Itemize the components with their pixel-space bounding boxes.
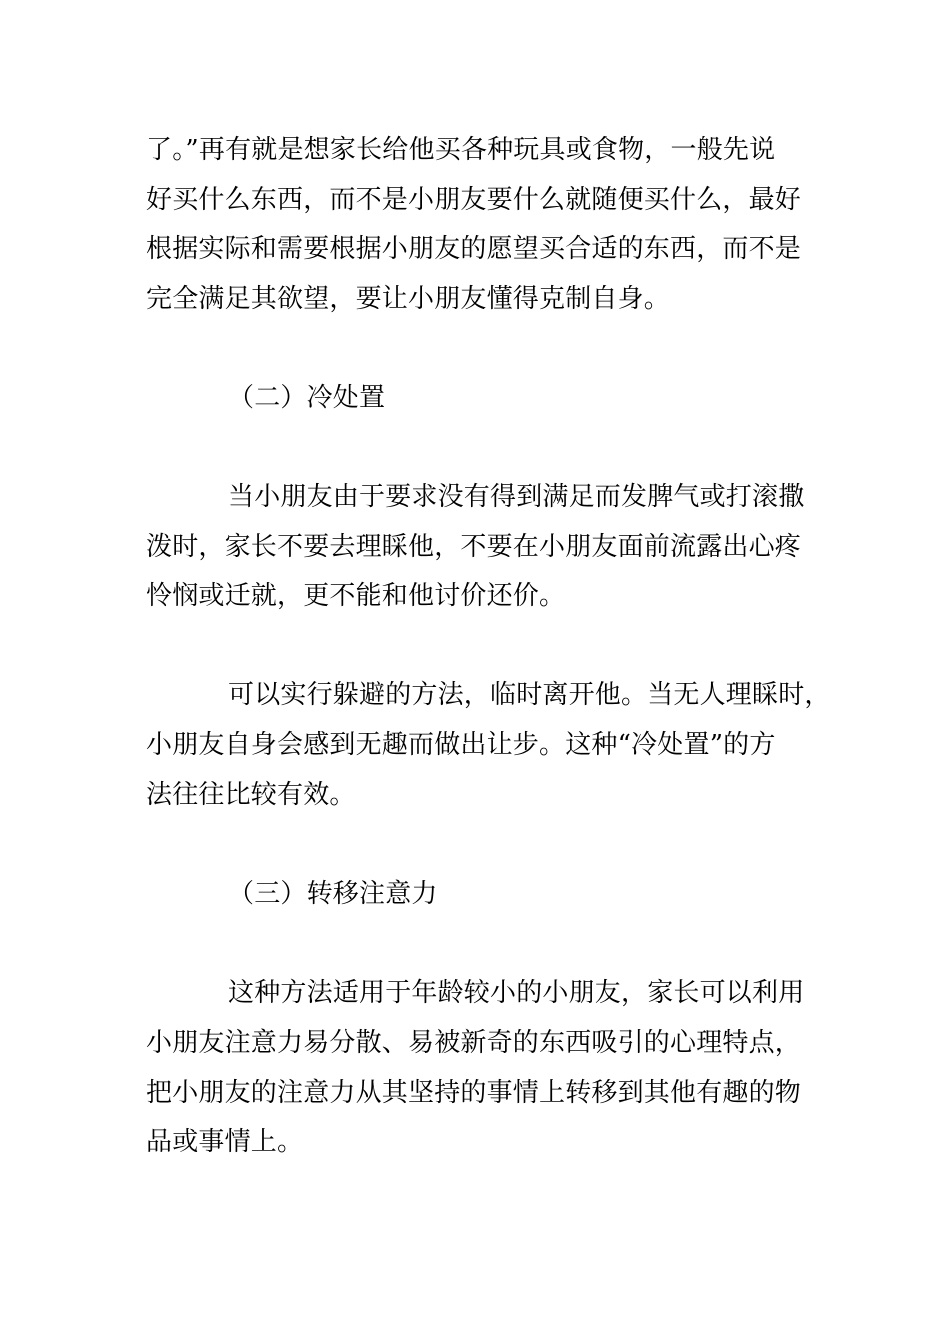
text-line: 品或事情上。 [146,1127,304,1157]
text-line: 根据实际和需要根据小朋友的愿望买合适的东西，而不是 [146,234,802,264]
section-heading-divert-attention: （三）转移注意力 [228,879,438,909]
text-line: 怜悯或迁就，更不能和他讨价还价。 [146,581,566,611]
text-line: 了。”再有就是想家长给他买各种玩具或食物，一般先说 [146,135,776,165]
text-line: 小朋友自身会感到无趣而做出让步。这种“冷处置”的方 [146,730,776,760]
text-line: 当小朋友由于要求没有得到满足而发脾气或打滚撒 [228,482,805,512]
text-line: 法往往比较有效。 [146,780,356,810]
section-heading-cold-treatment: （二）冷处置 [228,383,386,413]
text-line: 泼时，家长不要去理睬他，不要在小朋友面前流露出心疼 [146,532,802,562]
text-line: 好买什么东西，而不是小朋友要什么就随便买什么，最好 [146,185,802,215]
text-line: 小朋友注意力易分散、易被新奇的东西吸引的心理特点， [146,1028,802,1058]
text-line: 这种方法适用于年龄较小的小朋友，家长可以利用 [228,978,805,1008]
text-line: 完全满足其欲望，要让小朋友懂得克制自身。 [146,284,671,314]
text-line: 把小朋友的注意力从其坚持的事情上转移到其他有趣的物 [146,1078,802,1108]
text-line: 可以实行躲避的方法，临时离开他。当无人理睬时， [228,680,831,710]
